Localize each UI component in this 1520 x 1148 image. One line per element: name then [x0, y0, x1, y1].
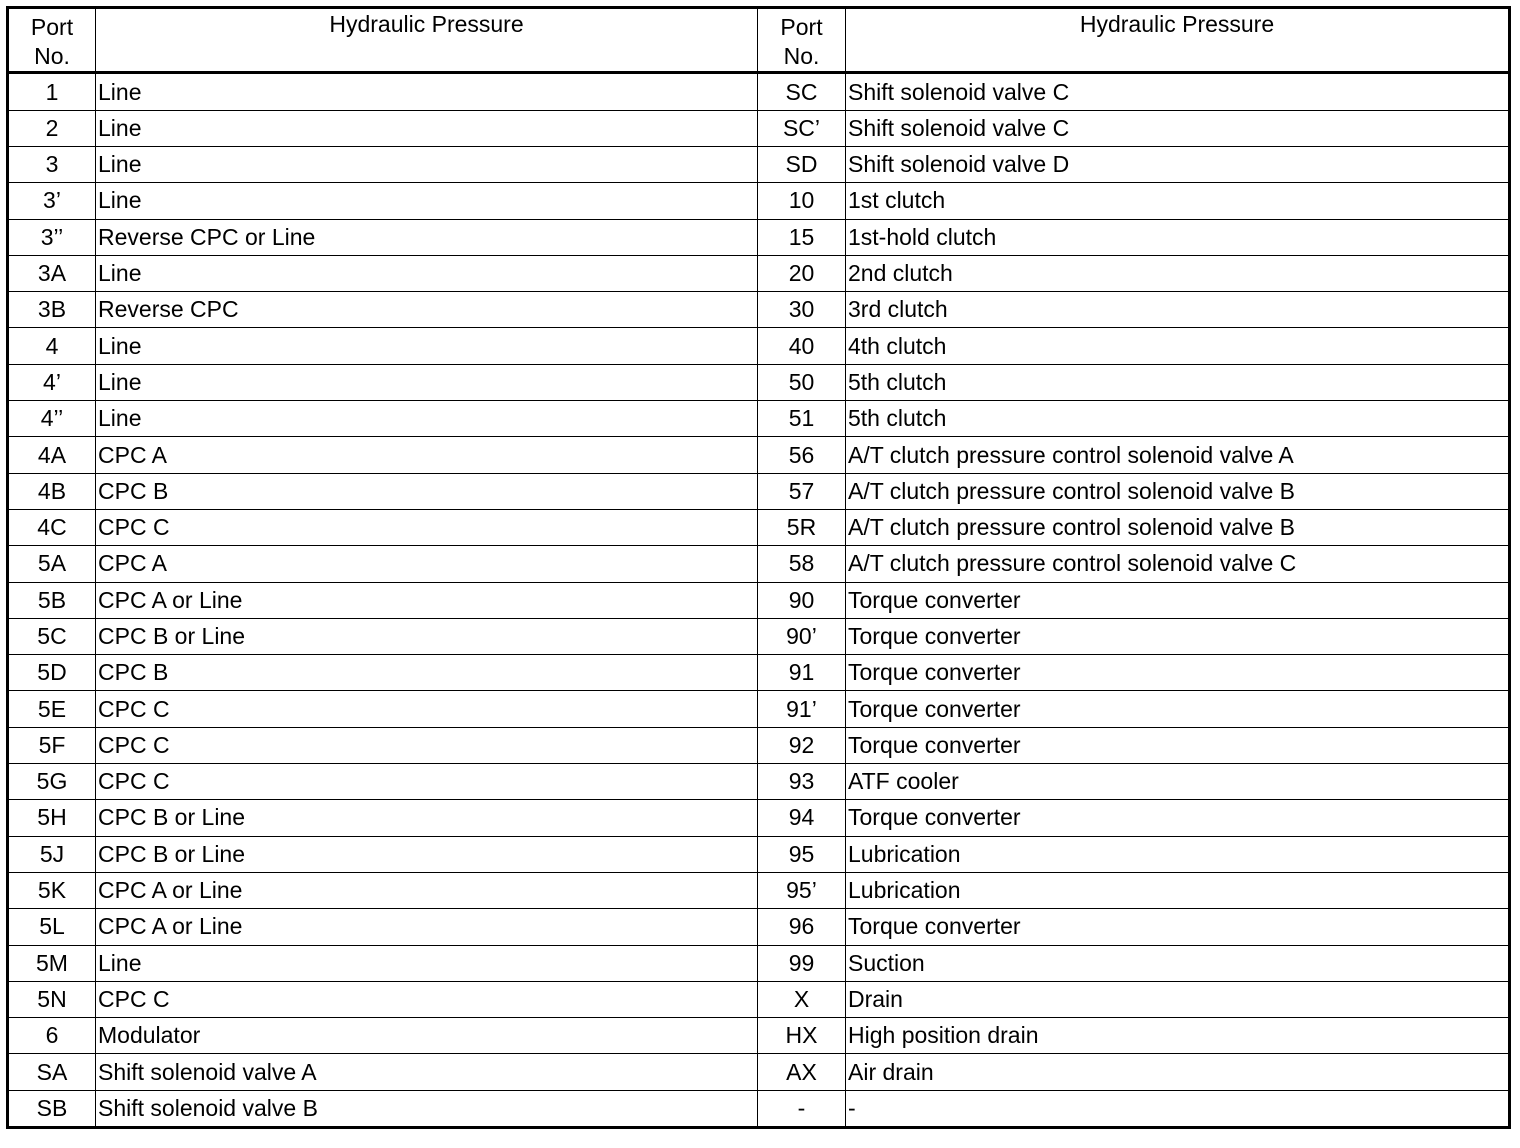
hydraulic-pressure-cell: Modulator [96, 1018, 758, 1054]
hydraulic-pressure-cell: A/T clutch pressure control solenoid valve C [846, 546, 1510, 582]
hydraulic-pressure-cell: CPC B [96, 655, 758, 691]
hydraulic-pressure-cell: Suction [846, 945, 1510, 981]
port-number-cell: SD [758, 147, 846, 183]
table-row [8, 1090, 1510, 1127]
hydraulic-pressure-cell: A/T clutch pressure control solenoid valve A [846, 437, 1510, 473]
table-row [8, 655, 1510, 691]
port-number-cell: 93 [758, 764, 846, 800]
hydraulic-pressure-cell: Reverse CPC or Line [96, 219, 758, 255]
port-number-cell: 5L [8, 909, 96, 945]
hydraulic-pressure-cell: Lubrication [846, 836, 1510, 872]
port-number-cell: 20 [758, 255, 846, 291]
hydraulic-pressure-cell: 4th clutch [846, 328, 1510, 364]
port-number-cell: 4 [8, 328, 96, 364]
hydraulic-pressure-cell: CPC A [96, 437, 758, 473]
hydraulic-pressure-cell: CPC C [96, 691, 758, 727]
table-row [8, 945, 1510, 981]
table-row [8, 292, 1510, 328]
port-number-cell: 51 [758, 401, 846, 437]
hydraulic-pressure-cell: - [846, 1090, 1510, 1127]
port-number-cell: 30 [758, 292, 846, 328]
port-number-cell: 5M [8, 945, 96, 981]
port-header-line2: No. [34, 43, 70, 70]
hydraulic-pressure-cell: CPC B [96, 473, 758, 509]
table-row [8, 800, 1510, 836]
port-number-cell: 2 [8, 110, 96, 146]
hydraulic-pressure-cell: Shift solenoid valve D [846, 147, 1510, 183]
table-row [8, 401, 1510, 437]
port-number-cell: 3’ [8, 183, 96, 219]
port-pressure-table [6, 6, 1511, 1129]
hydraulic-pressure-cell: 1st-hold clutch [846, 219, 1510, 255]
table-row [8, 909, 1510, 945]
port-number-cell: 91 [758, 655, 846, 691]
port-number-cell: 40 [758, 328, 846, 364]
port-number-cell: 4’ [8, 364, 96, 400]
port-number-cell: 99 [758, 945, 846, 981]
port-number-cell: X [758, 981, 846, 1017]
hydraulic-pressure-header-left: Hydraulic Pressure [96, 8, 758, 73]
port-number-cell: AX [758, 1054, 846, 1090]
table-row [8, 1054, 1510, 1090]
port-number-cell: 56 [758, 437, 846, 473]
port-number-cell: 3A [8, 255, 96, 291]
port-number-cell: 5C [8, 618, 96, 654]
port-number-cell: SC’ [758, 110, 846, 146]
table-row [8, 147, 1510, 183]
hydraulic-pressure-cell: CPC A or Line [96, 909, 758, 945]
port-number-cell: 5R [758, 509, 846, 545]
table-row [8, 219, 1510, 255]
header-row [8, 8, 1510, 73]
port-number-cell: 5E [8, 691, 96, 727]
table-row [8, 546, 1510, 582]
port-number-cell: 4’’ [8, 401, 96, 437]
port-number-cell: 90’ [758, 618, 846, 654]
port-number-cell: 5F [8, 727, 96, 763]
hydraulic-pressure-cell: CPC A or Line [96, 872, 758, 908]
table-row [8, 1018, 1510, 1054]
port-number-cell: 90 [758, 582, 846, 618]
table-row [8, 691, 1510, 727]
port-number-cell: 50 [758, 364, 846, 400]
hydraulic-pressure-cell: Line [96, 73, 758, 110]
hydraulic-pressure-cell: CPC C [96, 981, 758, 1017]
port-number-cell: 15 [758, 219, 846, 255]
port-number-cell: 3’’ [8, 219, 96, 255]
hydraulic-pressure-cell: Shift solenoid valve A [96, 1054, 758, 1090]
table-row [8, 328, 1510, 364]
port-number-cell: 3 [8, 147, 96, 183]
port-header-line2: No. [783, 43, 820, 70]
port-number-cell: 4A [8, 437, 96, 473]
port-number-cell: SC [758, 73, 846, 110]
port-number-cell: 57 [758, 473, 846, 509]
hydraulic-pressure-cell: CPC B or Line [96, 800, 758, 836]
hydraulic-pressure-cell: CPC C [96, 727, 758, 763]
port-number-cell: HX [758, 1018, 846, 1054]
port-header-line1: Port [780, 14, 823, 40]
hydraulic-pressure-cell: Torque converter [846, 582, 1510, 618]
table-row [8, 473, 1510, 509]
hydraulic-pressure-cell: Torque converter [846, 691, 1510, 727]
hydraulic-pressure-cell: 5th clutch [846, 401, 1510, 437]
table-row [8, 183, 1510, 219]
hydraulic-pressure-header-right: Hydraulic Pressure [846, 8, 1510, 73]
hydraulic-pressure-cell: Shift solenoid valve C [846, 73, 1510, 110]
port-number-cell: 4C [8, 509, 96, 545]
hydraulic-pressure-cell: CPC C [96, 764, 758, 800]
hydraulic-pressure-cell: Torque converter [846, 909, 1510, 945]
table-row [8, 727, 1510, 763]
table-body [8, 73, 1510, 1128]
table-row [8, 582, 1510, 618]
hydraulic-pressure-cell: CPC B or Line [96, 618, 758, 654]
hydraulic-pressure-cell: Shift solenoid valve B [96, 1090, 758, 1127]
table-row [8, 618, 1510, 654]
table-row [8, 255, 1510, 291]
hydraulic-pressure-cell: Line [96, 255, 758, 291]
table-row [8, 73, 1510, 110]
port-number-cell: - [758, 1090, 846, 1127]
hydraulic-pressure-cell: Line [96, 401, 758, 437]
table-row [8, 364, 1510, 400]
table-row [8, 764, 1510, 800]
table-header [8, 8, 1510, 73]
hydraulic-pressure-cell: Lubrication [846, 872, 1510, 908]
port-number-cell: 10 [758, 183, 846, 219]
hydraulic-pressure-cell: ATF cooler [846, 764, 1510, 800]
hydraulic-pressure-cell: CPC B or Line [96, 836, 758, 872]
hydraulic-pressure-cell: Line [96, 328, 758, 364]
hydraulic-pressure-cell: A/T clutch pressure control solenoid valve B [846, 509, 1510, 545]
hydraulic-pressure-cell: Line [96, 945, 758, 981]
hydraulic-pressure-cell: Reverse CPC [96, 292, 758, 328]
hydraulic-pressure-cell: Torque converter [846, 618, 1510, 654]
port-number-cell: 5D [8, 655, 96, 691]
hydraulic-pressure-cell: Air drain [846, 1054, 1510, 1090]
port-number-cell: 5K [8, 872, 96, 908]
hydraulic-pressure-cell: Line [96, 147, 758, 183]
table-row [8, 872, 1510, 908]
port-number-cell: SA [8, 1054, 96, 1090]
port-number-cell: 5B [8, 582, 96, 618]
hydraulic-pressure-cell: Drain [846, 981, 1510, 1017]
port-number-cell: 5H [8, 800, 96, 836]
port-number-cell: 3B [8, 292, 96, 328]
port-number-cell: 95’ [758, 872, 846, 908]
hydraulic-pressure-cell: Line [96, 183, 758, 219]
hydraulic-pressure-cell: 5th clutch [846, 364, 1510, 400]
hydraulic-pressure-cell: CPC C [96, 509, 758, 545]
hydraulic-pressure-cell: CPC A or Line [96, 582, 758, 618]
port-number-cell: 96 [758, 909, 846, 945]
hydraulic-pressure-cell: Torque converter [846, 655, 1510, 691]
port-number-cell: 58 [758, 546, 846, 582]
table-row [8, 509, 1510, 545]
port-number-cell: 5A [8, 546, 96, 582]
table-row [8, 981, 1510, 1017]
port-number-cell: 4B [8, 473, 96, 509]
table-row [8, 437, 1510, 473]
hydraulic-pressure-cell: 2nd clutch [846, 255, 1510, 291]
port-number-cell: 91’ [758, 691, 846, 727]
port-number-cell: 5G [8, 764, 96, 800]
hydraulic-pressure-cell: Torque converter [846, 727, 1510, 763]
port-number-cell: 6 [8, 1018, 96, 1054]
hydraulic-pressure-cell: Line [96, 110, 758, 146]
hydraulic-pressure-cell: 1st clutch [846, 183, 1510, 219]
port-number-cell: 1 [8, 73, 96, 110]
port-number-header-left [8, 8, 96, 73]
hydraulic-pressure-cell: High position drain [846, 1018, 1510, 1054]
hydraulic-pressure-cell: Torque converter [846, 800, 1510, 836]
table-row [8, 110, 1510, 146]
port-number-cell: 5J [8, 836, 96, 872]
hydraulic-pressure-cell: Line [96, 364, 758, 400]
port-number-cell: 92 [758, 727, 846, 763]
port-header-line1: Port [30, 14, 74, 40]
table-row [8, 836, 1510, 872]
hydraulic-pressure-cell: 3rd clutch [846, 292, 1510, 328]
port-number-cell: 95 [758, 836, 846, 872]
port-number-header-right [758, 8, 846, 73]
port-number-cell: SB [8, 1090, 96, 1127]
hydraulic-pressure-cell: Shift solenoid valve C [846, 110, 1510, 146]
port-number-cell: 94 [758, 800, 846, 836]
port-number-cell: 5N [8, 981, 96, 1017]
hydraulic-pressure-cell: A/T clutch pressure control solenoid valve B [846, 473, 1510, 509]
hydraulic-pressure-cell: CPC A [96, 546, 758, 582]
